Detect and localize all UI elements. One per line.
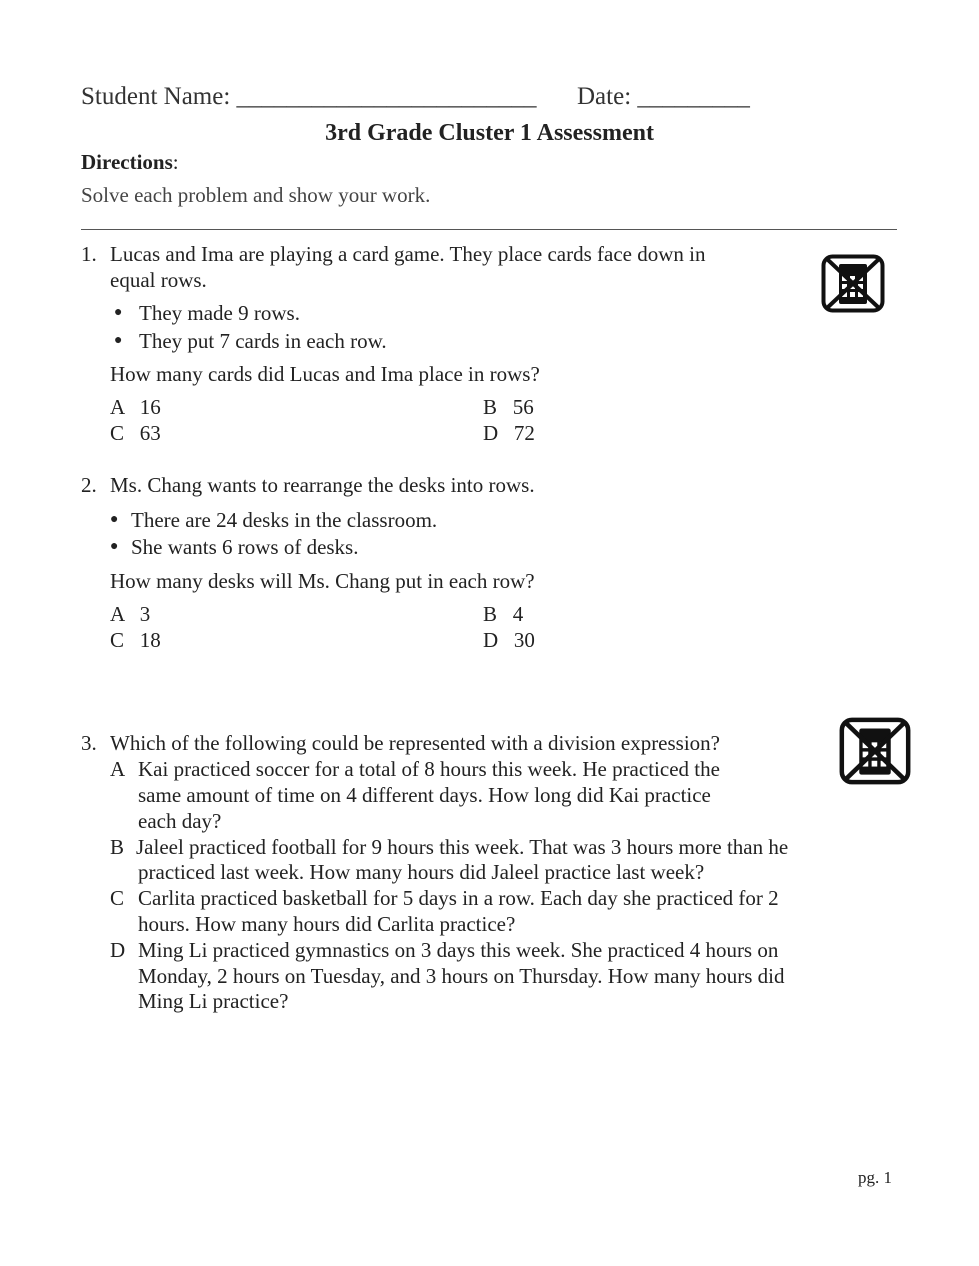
option-a-text[interactable]: same amount of time on 4 different days. How long did Kai practice — [138, 783, 711, 807]
no-calculator-icon — [839, 717, 911, 785]
divider — [81, 229, 897, 230]
question-number: 3. — [81, 731, 97, 755]
directions-colon: : — [172, 150, 179, 174]
bullet-item: There are 24 desks in the classroom. — [131, 508, 438, 532]
page-title: 3rd Grade Cluster 1 Assessment — [325, 120, 654, 146]
question-text: Lucas and Ima are playing a card game. They place cards face down in — [110, 242, 706, 266]
bullet-icon: ● — [114, 333, 123, 348]
answer-option-b[interactable]: B 4 — [483, 602, 524, 626]
directions-heading: Directions — [81, 150, 173, 174]
answer-option-a[interactable]: A 16 — [110, 395, 161, 419]
question-number: 1. — [81, 242, 97, 266]
option-a-text[interactable]: Kai practiced soccer for a total of 8 hours this week. He practiced the — [138, 757, 720, 781]
question-prompt: How many cards did Lucas and Ima place in rows? — [110, 362, 540, 386]
option-c-text[interactable]: hours. How many hours did Carlita practice? — [138, 912, 516, 936]
option-b-text[interactable]: Jaleel practiced football for 9 hours this week. That was 3 hours more than he — [136, 835, 789, 859]
option-d-text[interactable]: Monday, 2 hours on Tuesday, and 3 hours on Thursday. How many hours did — [138, 964, 785, 988]
option-letter-d[interactable]: D — [110, 938, 126, 962]
answer-option-c[interactable]: C 63 — [110, 421, 161, 445]
date-field[interactable]: Date: _________ — [577, 83, 750, 110]
answer-option-d[interactable]: D 30 — [483, 628, 535, 652]
directions-text: Solve each problem and show your work. — [81, 183, 431, 207]
bullet-item: She wants 6 rows of desks. — [131, 535, 359, 559]
option-a-text[interactable]: each day? — [138, 809, 222, 833]
directions-label — [81, 150, 179, 174]
bullet-item: They made 9 rows. — [139, 301, 300, 325]
question-text: Which of the following could be represented with a division expression? — [110, 731, 721, 755]
answer-option-d[interactable]: D 72 — [483, 421, 535, 445]
option-c-text[interactable]: Carlita practiced basketball for 5 days in a row. Each day she practiced for 2 — [138, 886, 779, 910]
answer-option-a[interactable]: A 3 — [110, 602, 151, 626]
answer-option-c[interactable]: C 18 — [110, 628, 161, 652]
bullet-icon: ● — [110, 539, 119, 554]
answer-option-b[interactable]: B 56 — [483, 395, 534, 419]
no-calculator-icon — [821, 254, 885, 313]
bullet-icon: ● — [110, 512, 119, 527]
student-name-field[interactable]: Student Name: ________________________ — [81, 83, 537, 110]
question-text: equal rows. — [110, 268, 207, 292]
option-d-text[interactable]: Ming Li practiced gymnastics on 3 days this week. She practiced 4 hours on — [138, 938, 779, 962]
question-text: Ms. Chang wants to rearrange the desks into rows. — [110, 473, 535, 497]
option-letter-c[interactable]: C — [110, 886, 125, 910]
option-letter-a[interactable]: A — [110, 757, 126, 781]
page-number: pg. 1 — [858, 1168, 892, 1187]
option-letter-b[interactable]: B — [110, 835, 125, 859]
bullet-item: They put 7 cards in each row. — [139, 329, 387, 353]
option-d-text[interactable]: Ming Li practice? — [138, 989, 289, 1013]
bullet-icon: ● — [114, 305, 123, 320]
option-b-text[interactable]: practiced last week. How many hours did Jaleel practice last week? — [138, 860, 705, 884]
question-prompt: How many desks will Ms. Chang put in each row? — [110, 569, 535, 593]
question-number: 2. — [81, 473, 97, 497]
